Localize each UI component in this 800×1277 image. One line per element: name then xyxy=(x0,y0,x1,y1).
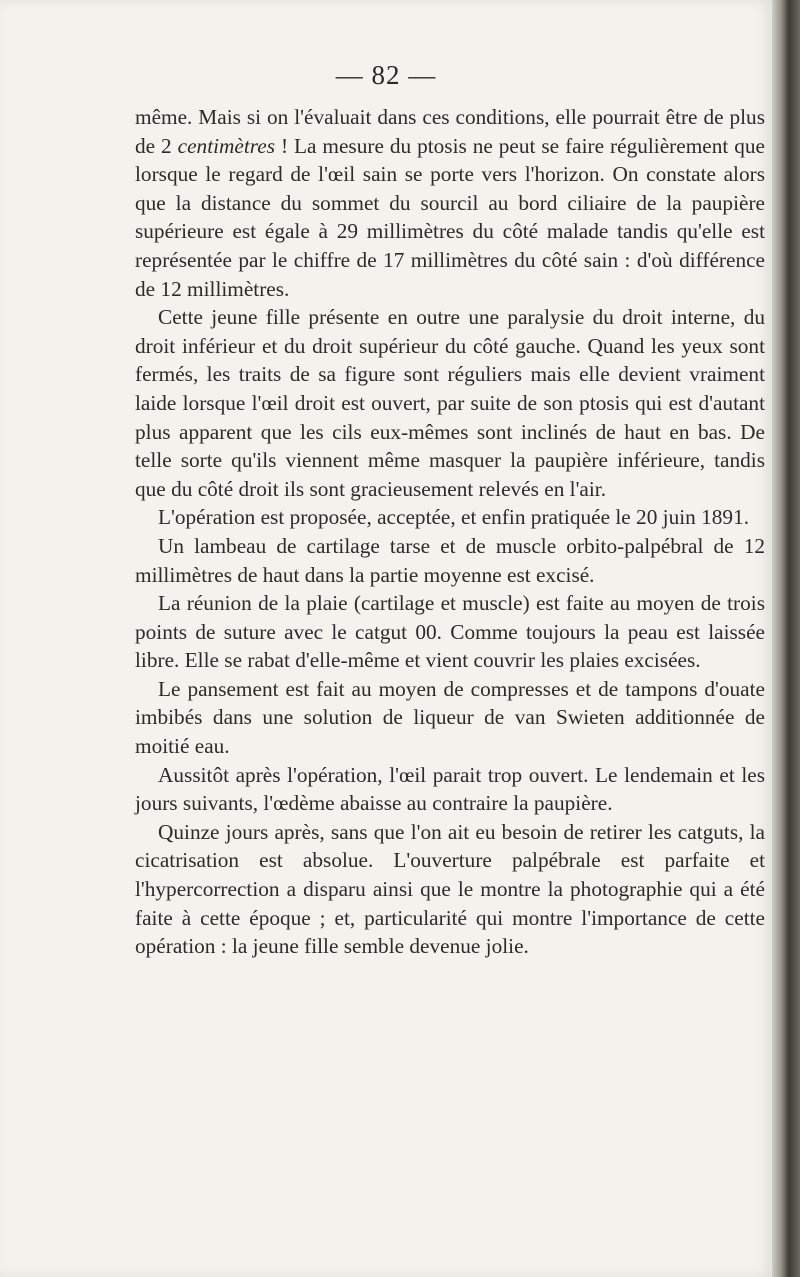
paragraph-6: Le pansement est fait au moyen de compresses et de tampons d'ouate imbibés dans une solution de liqueur de van Swieten additionnée de moitié eau. xyxy=(135,676,765,759)
paragraph-1-after: ! La mesure du ptosis ne peut se faire régulièrement que lorsque le regard de l'œil sain se porte vers l'horizon. On constate alors que la distance du sommet du sourcil au bord ciliaire de la paupière supérieure est égale à 29 millimètres du côté malade tandis qu'elle est représentée par le chiffre de 17 millimètres du côté sain : d'où différence de 12 millimètres. xyxy=(135,133,765,301)
paragraph-8: Quinze jours après, sans que l'on ait eu besoin de retirer les catguts, la cicatrisation est absolue. L'ouverture palpébrale est parfaite et l'hypercorrection a disparu ainsi que le montre la photographie qui a été faite à cette époque ; et, particularité qui montre l'importance de cette opération : la jeune fille semble devenue jolie. xyxy=(135,819,765,959)
paragraph-7: Aussitôt après l'opération, l'œil parait trop ouvert. Le lendemain et les jours suivants, l'œdème abaisse au contraire la paupière. xyxy=(135,762,765,816)
paragraph-5: La réunion de la plaie (cartilage et muscle) est faite au moyen de trois points de suture avec le catgut 00. Comme toujours la peau est laissée libre. Elle se rabat d'elle-même et vient couvrir les plaies excisées. xyxy=(135,591,765,673)
page-number-header: — 82 — xyxy=(335,60,437,90)
paragraph-3: L'opération est proposée, acceptée, et enfin pratiquée le 20 juin 1891. xyxy=(158,505,750,530)
page-edge-shadow xyxy=(772,0,800,1277)
body-text xyxy=(135,103,765,961)
paragraph-2: Cette jeune fille présente en outre une paralysie du droit interne, du droit inférieur et du droit supérieur du côté gauche. Quand les yeux sont fermés, les traits de sa figure sont réguliers mais elle devient vraiment laide lorsque l'œil droit est ouvert, par suite de son ptosis qui est d'autant plus apparent que les cils eux-mêmes sont inclinés de haut en bas. De telle sorte qu'ils viennent même masquer la paupière inférieure, tandis que du côté droit ils sont gracieusement relevés en l'air. xyxy=(135,305,765,501)
paragraph-1-emphasis: centimètres xyxy=(177,133,276,158)
paragraph-1-before: même. Mais si on l'évaluait dans ces conditions, elle pourrait être de plus de 2 xyxy=(135,105,765,158)
paragraph-4: Un lambeau de cartilage tarse et de muscle orbito-palpébral de 12 millimètres de haut dans la partie moyenne est excisé. xyxy=(135,533,765,587)
paragraph-1 xyxy=(135,103,765,303)
